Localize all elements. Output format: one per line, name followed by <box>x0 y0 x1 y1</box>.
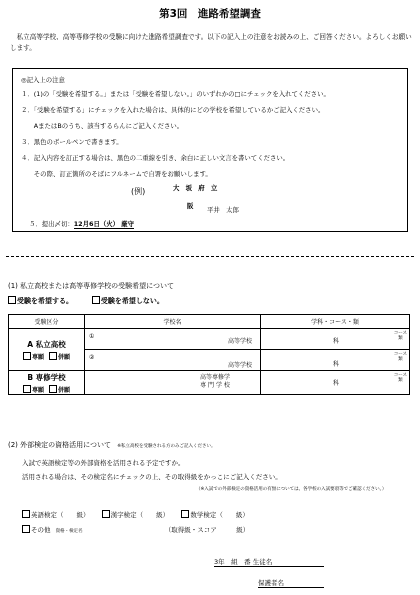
notes-heading: ◎記入上の注意 <box>21 76 65 84</box>
cut-line <box>6 256 414 257</box>
example-line1: 大 坂 府 立 <box>173 184 220 192</box>
guardian-name-line[interactable] <box>258 578 324 588</box>
table-row <box>9 329 410 350</box>
suffix-line2: 専 門 学 校 <box>200 382 230 389</box>
note-item: ３．黒色のボールペンで書きます。 <box>21 138 123 146</box>
category-a-cell <box>9 329 85 371</box>
example-line2: 阪 <box>187 202 194 210</box>
school-name-cell[interactable] <box>85 350 261 371</box>
category-a-name: A 私立高校 <box>27 339 66 349</box>
certification-row <box>22 510 249 519</box>
note-item: ４．記入内容を訂正する場合は、黒色の二重線を引き、余白に正しい文言を書いてください。 <box>21 154 290 162</box>
eiken-label: 英語検定（ 級） <box>31 511 90 519</box>
school-suffix <box>200 374 230 390</box>
category-b-cell <box>9 371 85 395</box>
b-heigan-checkbox[interactable] <box>49 385 57 393</box>
other-label: その他 <box>31 526 51 534</box>
header-cell: 学科・コース・類 <box>261 315 410 329</box>
note-item: ２．「受験を希望する」にチェックを入れた場合は、具体的にどの学校を希望しているかご記入ください。 <box>21 106 325 114</box>
section2-line1: 入試で英語検定等の外部資格を活用される予定ですか。 <box>22 459 185 467</box>
course-cell[interactable] <box>261 371 410 395</box>
course-label <box>394 352 407 362</box>
yes-label: 受験を希望する。 <box>17 297 73 305</box>
course-label <box>394 373 407 383</box>
section2-line2: 活用される場合は、その検定名にチェックの上、その取得級をかっこにご記入ください。 <box>22 473 282 481</box>
note-item: １．(1)の「受験を希望する。」または「受験を希望しない。」のいずれかの□にチェックを入れてください。 <box>21 90 330 98</box>
section1-heading: (1) 私立高校または高等専修学校の受験希望について <box>8 282 174 290</box>
kamoku-label: 科 <box>333 361 340 368</box>
rui-text: 類 <box>398 336 403 341</box>
kanken-checkbox[interactable] <box>102 510 110 518</box>
b-senkan-checkbox[interactable] <box>23 385 31 393</box>
other-cert-row <box>22 525 249 534</box>
school-name-cell[interactable] <box>85 329 261 350</box>
no-label: 受験を希望しない。 <box>100 297 164 305</box>
deadline-label <box>29 219 134 229</box>
row-number: ① <box>89 333 95 340</box>
intro-text: 私立高等学校、高等専修学校の受験に向けた進路希望調査です。以下の記入上の注意をお読みの上、ご回答ください。よろしくお願いします。 <box>10 33 412 52</box>
example-sign: 平井 太郎 <box>207 206 239 214</box>
kamoku-label: 科 <box>333 380 340 387</box>
b-heigan-label: 併願 <box>58 386 71 394</box>
category-b-name: B 専修学校 <box>27 372 66 382</box>
rui-text: 類 <box>398 378 403 383</box>
kanken-label: 漢字検定（ 級） <box>110 511 170 519</box>
school-suffix: 高等学校 <box>227 362 252 369</box>
category-b-options <box>13 385 80 394</box>
course-cell[interactable] <box>261 350 410 371</box>
section2-title: (2) 外部検定の資格活用について <box>8 441 112 449</box>
course-text: コース <box>393 352 407 357</box>
header-cell: 学校名 <box>85 315 261 329</box>
section2-heading <box>8 440 216 450</box>
category-a-options <box>13 352 80 361</box>
course-label <box>394 331 407 341</box>
student-name-line[interactable] <box>214 557 324 567</box>
section2-note: ※私立高校を受験される方のみご記入ください。 <box>117 444 216 449</box>
course-cell[interactable] <box>261 329 410 350</box>
suken-label: 数学検定（ 級） <box>190 511 249 519</box>
a-heigan-label: 併願 <box>58 353 71 361</box>
a-senkan-checkbox[interactable] <box>23 352 31 360</box>
other-paren: （取得級・スコア 級） <box>164 526 250 534</box>
no-checkbox[interactable] <box>92 296 100 304</box>
table-header-row <box>9 315 410 329</box>
school-suffix: 高等学校 <box>227 338 252 345</box>
row-number: ② <box>89 354 95 361</box>
section2-small-note: （※入試での外部検定の資格活用の有無については、各学校の入試要項等でご確認ください。） <box>196 487 387 492</box>
suffix-line1: 高等専修学 <box>199 374 230 381</box>
note-item: AまたはBのうち、該当するらんにご記入ください。 <box>21 122 184 130</box>
page-title: 第3回 進路希望調査 <box>159 8 261 20</box>
eiken-checkbox[interactable] <box>22 510 30 518</box>
other-checkbox[interactable] <box>22 525 30 533</box>
example-label: (例) <box>131 187 146 196</box>
deadline-label-text: ５．提出〆切： <box>29 220 74 228</box>
b-senkan-label: 専願 <box>31 386 44 394</box>
student-label: 3年 組 番 生徒名 <box>214 558 273 566</box>
a-senkan-label: 専願 <box>31 353 44 361</box>
section1-options <box>8 296 164 306</box>
yes-checkbox[interactable] <box>8 296 16 304</box>
other-small: 資格・検定名 <box>55 529 83 534</box>
a-heigan-checkbox[interactable] <box>49 352 57 360</box>
course-text: コース <box>393 331 407 336</box>
kamoku-label: 科 <box>333 338 340 345</box>
notes-box <box>12 68 408 232</box>
school-name-cell[interactable] <box>85 371 261 395</box>
rui-text: 類 <box>398 357 403 362</box>
header-cell: 受験区分 <box>9 315 85 329</box>
deadline-value: 12月6日（火） 厳守 <box>73 220 135 228</box>
course-text: コース <box>393 373 407 378</box>
table-row <box>9 371 410 395</box>
guardian-label: 保護者名 <box>258 579 284 587</box>
suken-checkbox[interactable] <box>181 510 189 518</box>
school-table <box>8 314 410 395</box>
note-item: その際、訂正箇所のそばにフルネームで自署をお願いします。 <box>21 170 212 178</box>
